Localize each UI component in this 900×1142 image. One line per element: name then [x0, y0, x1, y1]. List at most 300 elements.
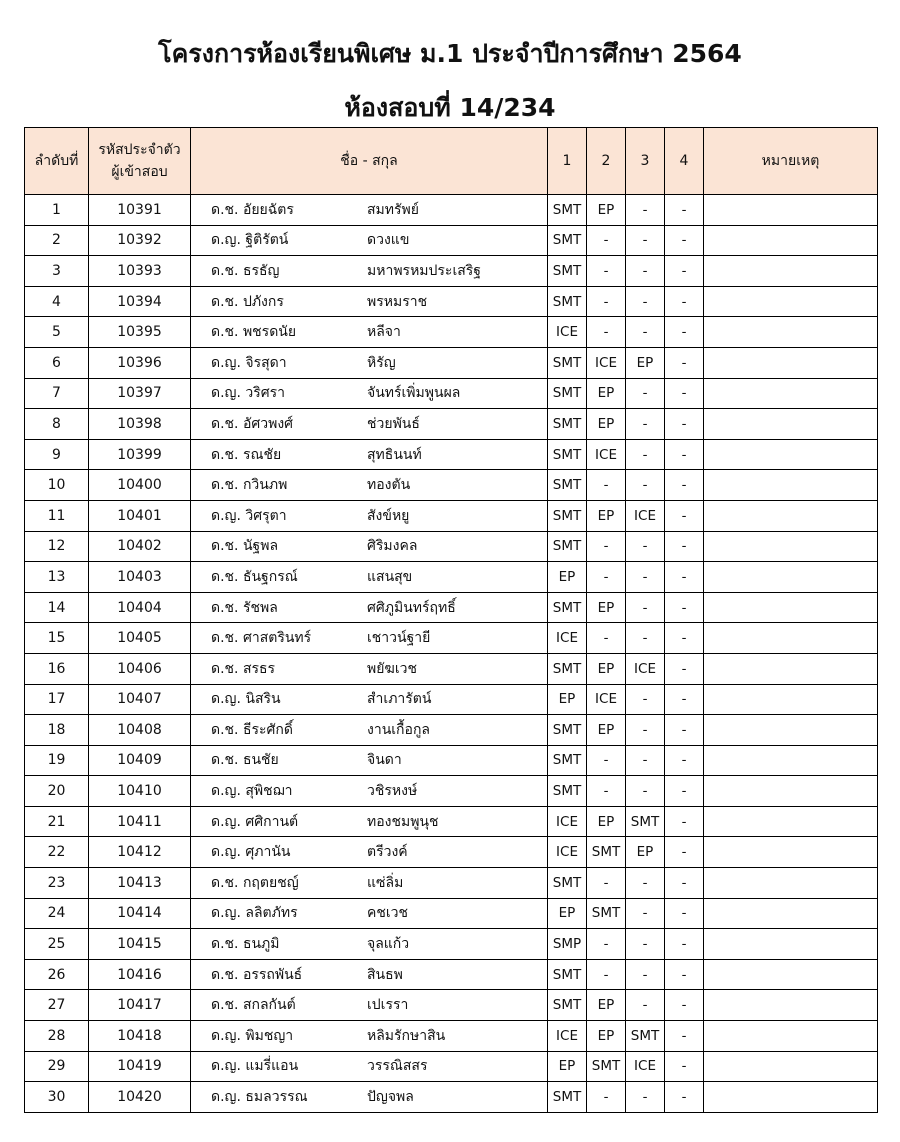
choice-4: -	[665, 684, 704, 715]
room-subtitle: ห้องสอบที่ 14/234	[344, 93, 556, 122]
row-number: 8	[25, 409, 89, 440]
choice-1: SMT	[548, 959, 587, 990]
choice-1: SMT	[548, 347, 587, 378]
table-row	[25, 959, 878, 990]
table-row	[25, 195, 878, 226]
remark	[704, 1051, 878, 1082]
row-number: 2	[25, 225, 89, 256]
choice-1: SMT	[548, 286, 587, 317]
candidate-name	[191, 1082, 548, 1113]
remark	[704, 195, 878, 226]
first-name: ด.ญ. วิศรุตา	[211, 507, 287, 524]
candidate-id: 10399	[89, 439, 191, 470]
choice-1: SMT	[548, 378, 587, 409]
candidate-id: 10394	[89, 286, 191, 317]
col-header-id	[89, 128, 191, 195]
choice-1: SMP	[548, 929, 587, 960]
first-name: ด.ช. ปภังกร	[211, 293, 284, 310]
candidate-name	[191, 1021, 548, 1052]
table-body	[25, 195, 878, 1113]
choice-2: -	[587, 623, 626, 654]
row-number: 20	[25, 776, 89, 807]
choice-2: EP	[587, 592, 626, 623]
choice-3: -	[626, 898, 665, 929]
choice-3: -	[626, 195, 665, 226]
last-name: ช่วยพันธ์	[367, 415, 420, 432]
choice-3: -	[626, 225, 665, 256]
choice-1: SMT	[548, 531, 587, 562]
choice-3: ICE	[626, 500, 665, 531]
candidate-name	[191, 317, 548, 348]
last-name: พยัฆเวช	[367, 660, 417, 677]
last-name: สินธพ	[367, 966, 403, 983]
choice-1: ICE	[548, 623, 587, 654]
candidate-id: 10400	[89, 470, 191, 501]
row-number: 16	[25, 653, 89, 684]
choice-4: -	[665, 439, 704, 470]
candidate-name	[191, 776, 548, 807]
first-name: ด.ช. นัฐพล	[211, 538, 279, 555]
candidate-id: 10416	[89, 959, 191, 990]
candidate-name	[191, 256, 548, 287]
last-name: ศศิภูมินทร์ฤทธิ์	[367, 599, 456, 616]
first-name: ด.ช. ธีระศักดิ์	[211, 721, 293, 738]
candidate-id: 10413	[89, 868, 191, 899]
table-row	[25, 225, 878, 256]
exam-room-table	[24, 127, 878, 1113]
candidate-name	[191, 715, 548, 746]
choice-1: SMT	[548, 776, 587, 807]
table-row	[25, 837, 878, 868]
choice-3: -	[626, 470, 665, 501]
table-row	[25, 868, 878, 899]
candidate-name	[191, 470, 548, 501]
first-name: ด.ญ. ธมลวรรณ	[211, 1089, 308, 1106]
table-row	[25, 317, 878, 348]
remark	[704, 959, 878, 990]
remark	[704, 1021, 878, 1052]
table-row	[25, 776, 878, 807]
candidate-name	[191, 929, 548, 960]
choice-1: EP	[548, 562, 587, 593]
first-name: ด.ญ. พิมชญา	[211, 1027, 294, 1044]
candidate-id: 10396	[89, 347, 191, 378]
remark	[704, 776, 878, 807]
choice-4: -	[665, 347, 704, 378]
choice-1: SMT	[548, 470, 587, 501]
candidate-name	[191, 990, 548, 1021]
choice-3: ICE	[626, 653, 665, 684]
candidate-id: 10409	[89, 745, 191, 776]
row-number: 24	[25, 898, 89, 929]
first-name: ด.ช. สรธร	[211, 660, 276, 677]
choice-4: -	[665, 195, 704, 226]
table-row	[25, 1021, 878, 1052]
first-name: ด.ช. ธนภูมิ	[211, 936, 280, 953]
candidate-name	[191, 684, 548, 715]
remark	[704, 837, 878, 868]
first-name: ด.ช. ธันฐกรณ์	[211, 568, 298, 585]
last-name: งานเกื้อกูล	[367, 721, 430, 738]
candidate-id: 10393	[89, 256, 191, 287]
choice-2: -	[587, 531, 626, 562]
choice-1: SMT	[548, 653, 587, 684]
choice-3: -	[626, 745, 665, 776]
row-number: 11	[25, 500, 89, 531]
remark	[704, 562, 878, 593]
choice-3: -	[626, 286, 665, 317]
choice-4: -	[665, 653, 704, 684]
choice-3: EP	[626, 347, 665, 378]
remark	[704, 1082, 878, 1113]
choice-2: SMT	[587, 1051, 626, 1082]
table-row	[25, 500, 878, 531]
choice-3: SMT	[626, 806, 665, 837]
row-number: 14	[25, 592, 89, 623]
last-name: จันทร์เพิ่มพูนผล	[367, 385, 461, 402]
remark	[704, 745, 878, 776]
choice-4: -	[665, 500, 704, 531]
choice-4: -	[665, 776, 704, 807]
choice-1: SMT	[548, 868, 587, 899]
last-name: ศิริมงคล	[367, 538, 418, 555]
candidate-id: 10407	[89, 684, 191, 715]
choice-1: SMT	[548, 745, 587, 776]
candidate-name	[191, 745, 548, 776]
table-row	[25, 990, 878, 1021]
candidate-name	[191, 1051, 548, 1082]
remark	[704, 806, 878, 837]
choice-3: -	[626, 959, 665, 990]
choice-1: SMT	[548, 500, 587, 531]
remark	[704, 256, 878, 287]
row-number: 7	[25, 378, 89, 409]
last-name: วชิรหงษ์	[367, 783, 418, 800]
candidate-name	[191, 286, 548, 317]
choice-2: EP	[587, 806, 626, 837]
table-row	[25, 256, 878, 287]
candidate-name	[191, 959, 548, 990]
choice-3: -	[626, 868, 665, 899]
col-header-no: ลำดับที่	[25, 128, 89, 195]
table-header-row	[25, 128, 878, 195]
choice-4: -	[665, 623, 704, 654]
first-name: ด.ช. รัชพล	[211, 599, 278, 616]
choice-4: -	[665, 531, 704, 562]
candidate-name	[191, 562, 548, 593]
choice-3: -	[626, 317, 665, 348]
table-row	[25, 378, 878, 409]
choice-1: ICE	[548, 317, 587, 348]
choice-3: SMT	[626, 1021, 665, 1052]
choice-4: -	[665, 745, 704, 776]
candidate-name	[191, 195, 548, 226]
choice-2: ICE	[587, 684, 626, 715]
col-header-choice-2: 2	[587, 128, 626, 195]
first-name: ด.ช. พชรดนัย	[211, 324, 297, 341]
candidate-id: 10397	[89, 378, 191, 409]
remark	[704, 929, 878, 960]
choice-1: SMT	[548, 1082, 587, 1113]
choice-4: -	[665, 959, 704, 990]
choice-3: EP	[626, 837, 665, 868]
table-row	[25, 745, 878, 776]
col-header-choice-3: 3	[626, 128, 665, 195]
candidate-id: 10392	[89, 225, 191, 256]
col-header-choice-1: 1	[548, 128, 587, 195]
candidate-name	[191, 347, 548, 378]
choice-2: -	[587, 317, 626, 348]
row-number: 10	[25, 470, 89, 501]
choice-4: -	[665, 470, 704, 501]
choice-3: -	[626, 776, 665, 807]
choice-2: -	[587, 868, 626, 899]
choice-3: -	[626, 378, 665, 409]
choice-3: -	[626, 715, 665, 746]
choice-4: -	[665, 1051, 704, 1082]
first-name: ด.ช. ธรธัญ	[211, 262, 280, 279]
candidate-id: 10402	[89, 531, 191, 562]
candidate-id: 10415	[89, 929, 191, 960]
choice-3: -	[626, 409, 665, 440]
remark	[704, 286, 878, 317]
table-row	[25, 806, 878, 837]
table-row	[25, 715, 878, 746]
remark	[704, 317, 878, 348]
choice-4: -	[665, 990, 704, 1021]
choice-1: SMT	[548, 592, 587, 623]
candidate-id: 10408	[89, 715, 191, 746]
candidate-name	[191, 868, 548, 899]
choice-4: -	[665, 837, 704, 868]
candidate-id: 10420	[89, 1082, 191, 1113]
last-name: สังข์หยู	[367, 507, 410, 524]
first-name: ด.ญ. แมรี่แอน	[211, 1058, 299, 1075]
candidate-name	[191, 623, 548, 654]
choice-1: SMT	[548, 990, 587, 1021]
table-row	[25, 531, 878, 562]
table-row	[25, 929, 878, 960]
row-number: 29	[25, 1051, 89, 1082]
choice-2: -	[587, 256, 626, 287]
col-header-id-line1: รหัสประจำตัว	[98, 142, 181, 158]
row-number: 3	[25, 256, 89, 287]
first-name: ด.ช. สกลกันต์	[211, 997, 296, 1014]
page-title: โครงการห้องเรียนพิเศษ ม.1 ประจำปีการศึกษา 2564	[158, 39, 742, 68]
remark	[704, 653, 878, 684]
row-number: 12	[25, 531, 89, 562]
first-name: ด.ญ. ฐิติรัตน์	[211, 232, 289, 249]
remark	[704, 684, 878, 715]
candidate-name	[191, 531, 548, 562]
col-header-id-line2: ผู้เข้าสอบ	[111, 164, 168, 180]
choice-4: -	[665, 256, 704, 287]
choice-2: -	[587, 225, 626, 256]
row-number: 18	[25, 715, 89, 746]
table-row	[25, 562, 878, 593]
candidate-name	[191, 837, 548, 868]
choice-4: -	[665, 868, 704, 899]
row-number: 5	[25, 317, 89, 348]
candidate-id: 10410	[89, 776, 191, 807]
row-number: 21	[25, 806, 89, 837]
choice-4: -	[665, 592, 704, 623]
first-name: ด.ญ. นิสริน	[211, 691, 281, 708]
row-number: 30	[25, 1082, 89, 1113]
last-name: ตรีวงค์	[367, 844, 408, 861]
row-number: 15	[25, 623, 89, 654]
table-row	[25, 286, 878, 317]
choice-3: -	[626, 439, 665, 470]
remark	[704, 531, 878, 562]
choice-2: EP	[587, 715, 626, 746]
last-name: สุทธินนท์	[367, 446, 422, 463]
last-name: ปัญจพล	[367, 1089, 414, 1106]
table-row	[25, 347, 878, 378]
choice-2: -	[587, 470, 626, 501]
last-name: มหาพรหมประเสริฐ	[367, 262, 482, 279]
last-name: ทองชมพูนุช	[367, 813, 439, 830]
col-header-remark: หมายเหตุ	[704, 128, 878, 195]
remark	[704, 409, 878, 440]
last-name: เชาวน์ฐายี	[367, 630, 431, 647]
table-row	[25, 623, 878, 654]
first-name: ด.ญ. ลลิตภัทร	[211, 905, 298, 922]
choice-2: EP	[587, 378, 626, 409]
last-name: หลีจา	[367, 324, 401, 341]
candidate-name	[191, 806, 548, 837]
candidate-id: 10395	[89, 317, 191, 348]
col-header-name: ชื่อ - สกุล	[191, 128, 548, 195]
choice-1: SMT	[548, 195, 587, 226]
choice-4: -	[665, 286, 704, 317]
table-row	[25, 439, 878, 470]
choice-1: SMT	[548, 715, 587, 746]
candidate-id: 10418	[89, 1021, 191, 1052]
choice-3: -	[626, 256, 665, 287]
table-row	[25, 684, 878, 715]
candidate-name	[191, 592, 548, 623]
first-name: ด.ช. กวินภพ	[211, 477, 288, 494]
last-name: แสนสุข	[367, 568, 413, 585]
choice-4: -	[665, 898, 704, 929]
choice-3: -	[626, 592, 665, 623]
candidate-id: 10414	[89, 898, 191, 929]
remark	[704, 378, 878, 409]
candidate-id: 10405	[89, 623, 191, 654]
choice-2: EP	[587, 990, 626, 1021]
choice-3: -	[626, 684, 665, 715]
choice-4: -	[665, 409, 704, 440]
last-name: จุลแก้ว	[367, 936, 410, 953]
candidate-id: 10412	[89, 837, 191, 868]
candidate-name	[191, 898, 548, 929]
candidate-name	[191, 409, 548, 440]
candidate-name	[191, 378, 548, 409]
choice-3: -	[626, 531, 665, 562]
col-header-choice-4: 4	[665, 128, 704, 195]
row-number: 28	[25, 1021, 89, 1052]
choice-3: -	[626, 990, 665, 1021]
choice-2: EP	[587, 653, 626, 684]
first-name: ด.ช. ศาสตรินทร์	[211, 630, 312, 647]
first-name: ด.ญ. จิรสุดา	[211, 354, 287, 371]
last-name: แซ่ลิ่ม	[367, 874, 404, 891]
choice-4: -	[665, 1082, 704, 1113]
candidate-id: 10419	[89, 1051, 191, 1082]
row-number: 1	[25, 195, 89, 226]
choice-1: SMT	[548, 409, 587, 440]
table-row	[25, 1051, 878, 1082]
table-row	[25, 898, 878, 929]
choice-4: -	[665, 378, 704, 409]
first-name: ด.ช. รณชัย	[211, 446, 282, 463]
table-row	[25, 409, 878, 440]
choice-2: -	[587, 929, 626, 960]
last-name: หิรัญ	[367, 354, 396, 371]
choice-1: EP	[548, 898, 587, 929]
last-name: พรหมราช	[367, 293, 428, 310]
first-name: ด.ญ. วริศรา	[211, 385, 286, 402]
remark	[704, 439, 878, 470]
candidate-id: 10404	[89, 592, 191, 623]
choice-3: -	[626, 562, 665, 593]
candidate-name	[191, 500, 548, 531]
row-number: 26	[25, 959, 89, 990]
table-row	[25, 653, 878, 684]
choice-2: EP	[587, 500, 626, 531]
last-name: หลิมรักษาสิน	[367, 1027, 446, 1044]
row-number: 25	[25, 929, 89, 960]
last-name: วรรณิสสร	[367, 1058, 428, 1075]
choice-3: ICE	[626, 1051, 665, 1082]
table-row	[25, 592, 878, 623]
first-name: ด.ช. อัยยฉัตร	[211, 201, 294, 218]
row-number: 13	[25, 562, 89, 593]
last-name: ทองตัน	[367, 477, 411, 494]
row-number: 6	[25, 347, 89, 378]
row-number: 17	[25, 684, 89, 715]
choice-4: -	[665, 1021, 704, 1052]
remark	[704, 715, 878, 746]
first-name: ด.ญ. ศศิกานต์	[211, 813, 299, 830]
candidate-id: 10417	[89, 990, 191, 1021]
remark	[704, 592, 878, 623]
choice-1: EP	[548, 1051, 587, 1082]
choice-2: EP	[587, 195, 626, 226]
first-name: ด.ช. อรรถพันธ์	[211, 966, 303, 983]
candidate-name	[191, 225, 548, 256]
row-number: 19	[25, 745, 89, 776]
choice-2: EP	[587, 1021, 626, 1052]
choice-4: -	[665, 562, 704, 593]
first-name: ด.ช. อัศวพงศ์	[211, 415, 294, 432]
remark	[704, 623, 878, 654]
choice-1: SMT	[548, 225, 587, 256]
row-number: 27	[25, 990, 89, 1021]
last-name: เปเรรา	[367, 997, 409, 1014]
choice-3: -	[626, 929, 665, 960]
choice-2: -	[587, 286, 626, 317]
choice-2: SMT	[587, 898, 626, 929]
choice-4: -	[665, 929, 704, 960]
last-name: สมทรัพย์	[367, 201, 419, 218]
row-number: 4	[25, 286, 89, 317]
first-name: ด.ญ. สุพิชฌา	[211, 783, 293, 800]
choice-1: SMT	[548, 256, 587, 287]
choice-2: -	[587, 776, 626, 807]
candidate-name	[191, 439, 548, 470]
